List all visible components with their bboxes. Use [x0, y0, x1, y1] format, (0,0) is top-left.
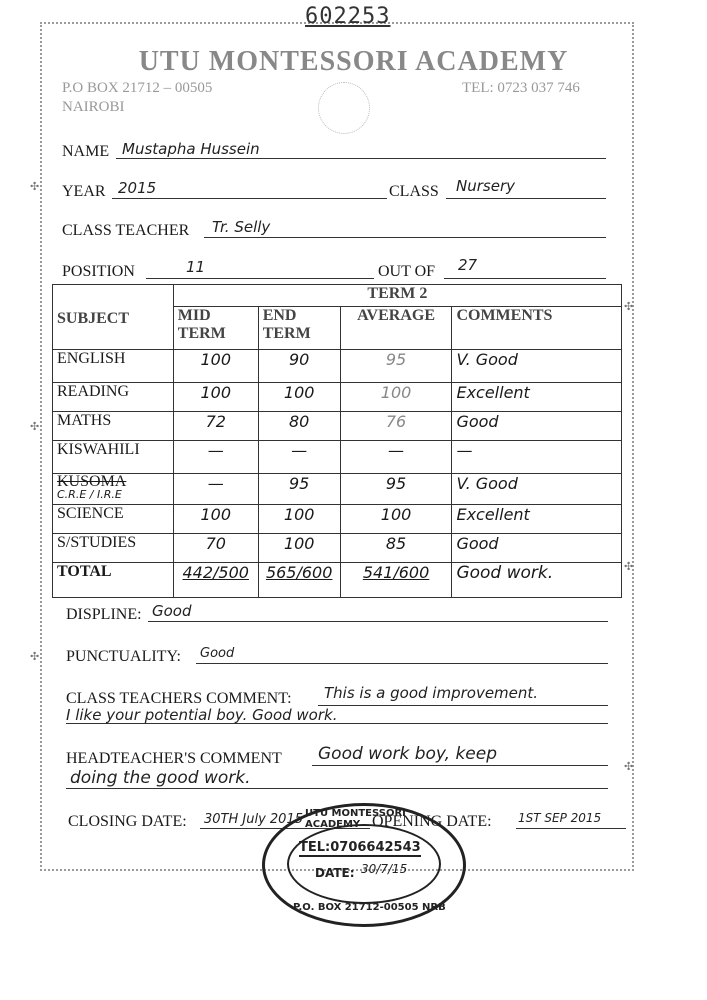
- table-row-total: [53, 563, 622, 598]
- teacher-value: Tr. Selly: [212, 218, 271, 236]
- comment-cell: V. Good: [452, 350, 622, 383]
- total-comment: Good work.: [452, 563, 622, 598]
- comment-cell: —: [452, 441, 622, 474]
- year-label: YEAR: [62, 183, 106, 200]
- table-row: [53, 441, 622, 474]
- teacher-comment-label: CLASS TEACHERS COMMENT:: [66, 690, 292, 707]
- average-cell: 85: [340, 534, 452, 563]
- border-ornament: ✣: [30, 650, 40, 663]
- average-header: AVERAGE: [340, 307, 452, 350]
- mid-term-cell: —: [173, 474, 258, 505]
- class-underline: [446, 198, 606, 199]
- comment-cell: V. Good: [452, 474, 622, 505]
- subject-note: C.R.E / I.R.E: [57, 488, 122, 501]
- border-ornament: ✣: [624, 760, 634, 773]
- comment-cell: Excellent: [452, 505, 622, 534]
- table-row: [53, 412, 622, 441]
- subject-cell: MATHS: [53, 412, 174, 441]
- subject-cell: SCIENCE: [53, 505, 174, 534]
- school-tel: TEL: 0723 037 746: [462, 80, 580, 96]
- table-row: [53, 474, 622, 505]
- school-po-box: P.O BOX 21712 – 00505: [62, 80, 213, 96]
- table-row: [53, 350, 622, 383]
- subject-cell: ENGLISH: [53, 350, 174, 383]
- end-term-cell: 95: [258, 474, 340, 505]
- mid-term-header: MID TERM: [173, 307, 258, 350]
- closing-date-label: CLOSING DATE:: [68, 813, 187, 830]
- border-ornament: ✣: [624, 300, 634, 313]
- end-term-cell: 100: [258, 383, 340, 412]
- position-value: 11: [186, 258, 206, 276]
- end-term-total: 565/600: [258, 563, 340, 598]
- head-comment-underline-2: [66, 788, 608, 789]
- discipline-value: Good: [152, 602, 192, 620]
- total-label: TOTAL: [53, 563, 174, 598]
- discipline-underline: [148, 621, 608, 622]
- subject-cell: READING: [53, 383, 174, 412]
- class-value: Nursery: [456, 177, 515, 195]
- border-ornament: ✣: [30, 180, 40, 193]
- table-row: [53, 505, 622, 534]
- subject-cell: S/STUDIES: [53, 534, 174, 563]
- school-stamp: [262, 803, 466, 927]
- mid-term-cell: 100: [173, 350, 258, 383]
- average-cell: 100: [340, 383, 452, 412]
- end-term-cell: 100: [258, 505, 340, 534]
- head-comment-line-1: Good work boy, keep: [318, 744, 498, 764]
- average-cell: 76: [340, 412, 452, 441]
- mid-term-cell: 100: [173, 505, 258, 534]
- teacher-comment-line-2: I like your potential boy. Good work.: [66, 706, 338, 724]
- head-comment-line-2: doing the good work.: [70, 768, 251, 788]
- end-term-cell: 100: [258, 534, 340, 563]
- end-term-cell: —: [258, 441, 340, 474]
- mid-term-total: 442/500: [173, 563, 258, 598]
- end-term-cell: 90: [258, 350, 340, 383]
- opening-date-label: OPENING DATE:: [372, 813, 492, 830]
- marks-table: [52, 284, 622, 598]
- end-term-header: END TERM: [258, 307, 340, 350]
- border-ornament: ✣: [624, 560, 634, 573]
- name-underline: [116, 158, 606, 159]
- head-comment-label: HEADTEACHER'S COMMENT: [66, 750, 282, 767]
- stamp-tel: TEL:0706642543: [299, 840, 421, 855]
- average-cell: 95: [340, 350, 452, 383]
- school-city: NAIROBI: [62, 99, 125, 115]
- teacher-comment-line-1: This is a good improvement.: [324, 684, 539, 702]
- school-crest-watermark: [318, 82, 370, 134]
- punctuality-underline: [196, 663, 608, 664]
- punctuality-value: Good: [200, 646, 235, 661]
- opening-date-underline: [516, 828, 626, 829]
- comments-header: COMMENTS: [452, 307, 622, 350]
- average-cell: 100: [340, 505, 452, 534]
- name-label: NAME: [62, 143, 110, 160]
- mid-term-cell: 100: [173, 383, 258, 412]
- comment-cell: Good: [452, 534, 622, 563]
- stamp-top-text: UTU MONTESSORI ACADEMY: [305, 808, 406, 830]
- stamp-bottom-text: P.O. BOX 21712-00505 NRB: [293, 902, 446, 913]
- subject-cell: KISWAHILI: [53, 441, 174, 474]
- out-of-underline: [444, 278, 606, 279]
- average-total: 541/600: [340, 563, 452, 598]
- reference-number: 602253: [305, 4, 391, 29]
- comment-cell: Good: [452, 412, 622, 441]
- stamp-date-label: DATE:: [315, 866, 355, 880]
- mid-term-cell: 70: [173, 534, 258, 563]
- out-of-value: 27: [458, 256, 478, 274]
- stamp-date-value: 30/7/15: [361, 862, 408, 876]
- table-row: [53, 383, 622, 412]
- teacher-comment-underline-1: [318, 705, 608, 706]
- term-header: TERM 2: [173, 285, 621, 307]
- discipline-label: DISPLINE:: [66, 606, 142, 623]
- average-cell: —: [340, 441, 452, 474]
- year-value: 2015: [118, 179, 157, 197]
- closing-date-value: 30TH July 2015: [204, 812, 303, 827]
- position-underline: [146, 278, 374, 279]
- position-label: POSITION: [62, 263, 135, 280]
- table-row: [53, 534, 622, 563]
- end-term-cell: 80: [258, 412, 340, 441]
- mid-term-cell: —: [173, 441, 258, 474]
- out-of-label: OUT OF: [378, 263, 436, 280]
- mid-term-cell: 72: [173, 412, 258, 441]
- class-label: CLASS: [389, 183, 439, 200]
- year-underline: [112, 198, 387, 199]
- opening-date-value: 1ST SEP 2015: [518, 811, 602, 825]
- name-value: Mustapha Hussein: [122, 140, 260, 158]
- border-ornament: ✣: [30, 420, 40, 433]
- subject-header: SUBJECT: [53, 285, 174, 350]
- punctuality-label: PUNCTUALITY:: [66, 648, 181, 665]
- comment-cell: Excellent: [452, 383, 622, 412]
- subject-cell: [53, 474, 174, 505]
- school-name: UTU MONTESSORI ACADEMY: [138, 46, 569, 77]
- teacher-underline: [204, 237, 606, 238]
- teacher-label: CLASS TEACHER: [62, 222, 190, 239]
- head-comment-underline-1: [312, 765, 608, 766]
- crossed-subject: KUSOMA: [57, 473, 127, 490]
- average-cell: 95: [340, 474, 452, 505]
